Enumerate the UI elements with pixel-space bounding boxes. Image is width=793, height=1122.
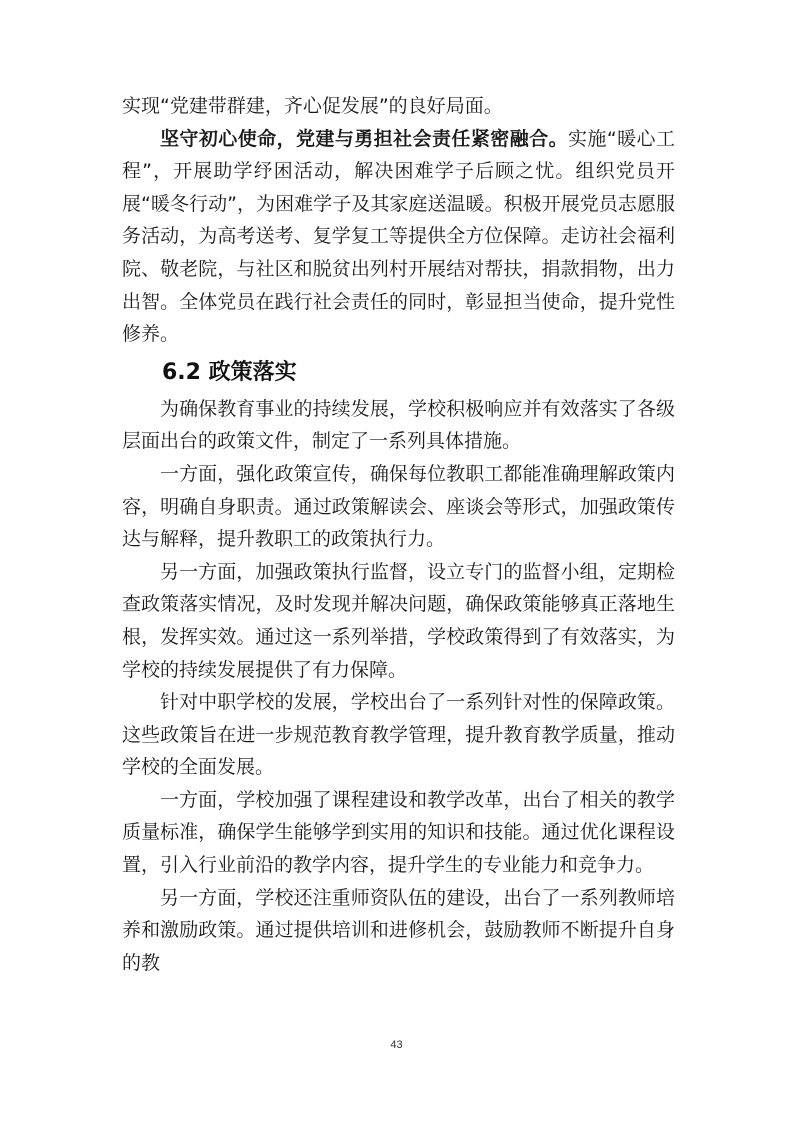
page-number: 43 bbox=[390, 1039, 403, 1051]
section-heading: 6.2 政策落实 bbox=[162, 359, 297, 385]
paragraph-teacher-development: 另一方面，学校还注重师资队伍的建设，出台了一系列教师培养和激励政策。通过提供培训和进修机会，鼓励教师不断提升自身的教 bbox=[122, 886, 675, 974]
paragraph-lead-heading: 坚守初心使命，党建与勇担社会责任紧密融合。 bbox=[160, 127, 568, 150]
paragraph-social-responsibility bbox=[122, 123, 675, 351]
paragraph-policy-supervision: 另一方面，加强政策执行监督，设立专门的监督小组，定期检查政策落实情况，及时发现并解决问题，确保政策能够真正落地生根，发挥实效。通过这一系列举措，学校政策得到了有效落实，为学校的持续发展提供了有力保障。 bbox=[122, 560, 675, 681]
paragraph-body-text: 实施“暖心工程”，开展助学纾困活动，解决困难学子后顾之忧。组织党员开展“暖冬行动”，为困难学子及其家庭送温暖。积极开展党员志愿服务活动，为高考送考、复学复工等提供全方位保障。走访社会福利院、敬老院，与社区和脱贫出列村开展结对帮扶，捐款捐物，出力出智。全体党员在践行社会责任的同时，彰显担当使命，提升党性修养。 bbox=[122, 127, 675, 346]
paragraph-policy-publicity: 一方面，强化政策宣传，确保每位教职工都能准确理解政策内容，明确自身职责。通过政策解读会、座谈会等形式，加强政策传达与解释，提升教职工的政策执行力。 bbox=[122, 462, 675, 551]
paragraph-policy-intro: 为确保教育事业的持续发展，学校积极响应并有效落实了各级层面出台的政策文件，制定了一系列具体措施。 bbox=[122, 397, 675, 453]
paragraph-curriculum-reform: 一方面，学校加强了课程建设和教学改革，出台了相关的教学质量标准，确保学生能够学到实用的知识和技能。通过优化课程设置，引入行业前沿的教学内容，提升学生的专业能力和竞争力。 bbox=[122, 788, 675, 877]
paragraph-vocational-policies: 针对中职学校的发展，学校出台了一系列针对性的保障政策。这些政策旨在进一步规范教育教学管理，提升教育教学质量，推动学校的全面发展。 bbox=[122, 691, 675, 779]
paragraph-continuation: 实现“党建带群建，齐心促发展”的良好局面。 bbox=[122, 95, 503, 117]
document-body bbox=[122, 90, 675, 979]
